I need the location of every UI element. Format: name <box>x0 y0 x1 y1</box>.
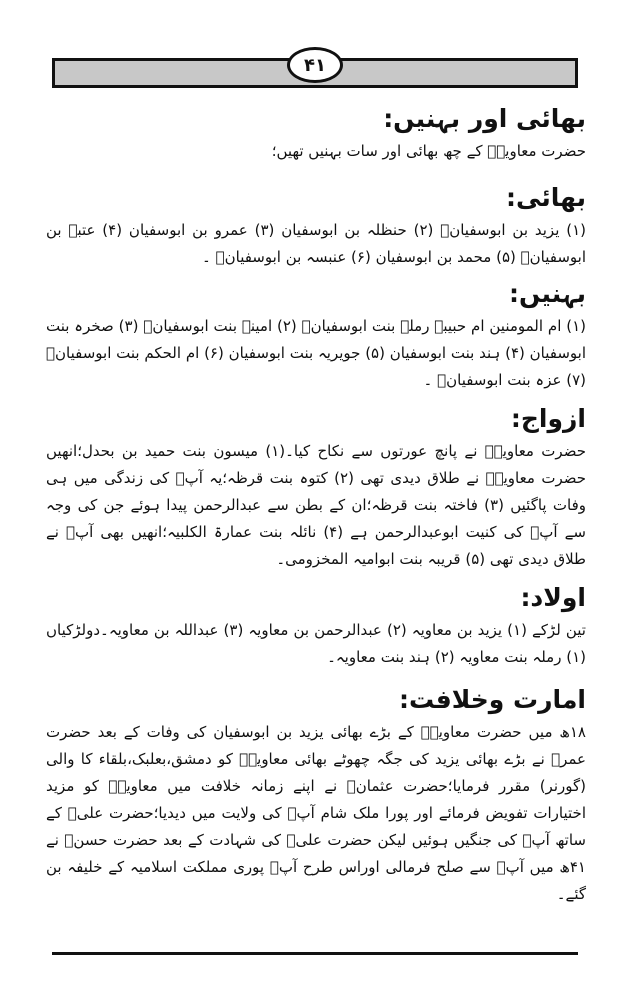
page-content <box>46 100 586 908</box>
section-brothers <box>46 179 586 271</box>
page-header-bar <box>52 54 578 88</box>
section-paragraph: تین لڑکے (۱) یزید بن معاویہ (۲) عبدالرحمن بن معاویہ (۳) عبداللہ بن معاویہ۔دولڑکیاں (۱) رملہ بنت معاویہ (۲) ہند بنت معاویہ۔ <box>46 621 586 666</box>
section-heading: امارت وخلافت: <box>398 685 586 714</box>
section-sisters <box>46 275 586 394</box>
section-siblings <box>46 100 586 165</box>
section-paragraph: حضرت معاویہؓ کے چھ بھائی اور سات بہنیں تھیں؛ <box>271 142 586 160</box>
page-number-badge <box>287 47 343 83</box>
section-heading: بھائی اور بہنیں: <box>383 104 586 133</box>
section-paragraph: ۱۸ھ میں حضرت معاویہؓ کے بڑے بھائی یزید بن ابوسفیان کی وفات کے بعد حضرت عمرؓ نے بڑے بھائی یزید کی جگہ چھوٹے بھائی معاویہؓ کو دمشق،بعلبک،بلقاء کا والی (گورنر) مقرر فرمایا؛حضرت عثمانؓ نے اپنے زمانہ خلافت میں معاویہؓ کو مزید اختیارات تفویض فرمائے اور پورا ملک شام آپؓ کی ولایت میں دیدیا؛حضرت علیؓ کے ساتھ آپؓ کی جنگیں ہوئیں لیکن حضرت علیؓ کی شہادت کے بعد حضرت حسنؓ نے ۴۱ھ میں آپؓ سے صلح فرمالی اوراس طرح آپؓ پوری مملکت اسلامیہ کے خلیفہ بن گئے۔ <box>46 723 586 903</box>
section-paragraph: (۱) یزید بن ابوسفیانؓ (۲) حنظلہ بن ابوسفیان (۳) عمرو بن ابوسفیان (۴) عتبہ بن ابوسفیانؓ (۵) محمد بن ابوسفیان (۶) عنبسہ بن ابوسفیانؓ ۔ <box>46 221 586 266</box>
section-heading: اولاد: <box>520 583 586 612</box>
section-paragraph: (۱) ام المومنین ام حبیبہ رملہ بنت ابوسفیانؓ (۲) امینہ بنت ابوسفیانؓ (۳) صخرہ بنت ابوسفیان (۴) ہند بنت ابوسفیان (۵) جویریہ بنت ابوسفیان (۶) ام الحکم بنت ابوسفیانؓ (۷) عزہ بنت ابوسفیانؓ ۔ <box>46 317 587 389</box>
section-heading: بہنیں: <box>509 279 586 308</box>
section-heading: ازواج: <box>510 404 586 433</box>
section-governance-caliphate <box>46 681 586 908</box>
section-paragraph: حضرت معاویہؓ نے پانچ عورتوں سے نکاح کیا۔(۱) میسون بنت حمید بن بحدل؛انھیں حضرت معاویہؓ نے طلاق دیدی تھی (۲) کتوہ بنت قرظہ؛یہ آپؓ کی زندگی میں ہی وفات پاگئیں (۳) فاختہ بنت قرظہ؛ان کے بطن سے عبدالرحمن پیدا ہوئے جن کی وجہ سے آپؓ کی کنیت ابوعبدالرحمن ہے (۴) نائلہ بنت عمارۃ الکلبیہ؛انھیں بھی آپؓ نے طلاق دیدی تھی (۵) قریبہ بنت ابوامیہ المخزومی۔ <box>46 442 586 568</box>
section-heading: بھائی: <box>506 183 586 212</box>
section-wives <box>46 400 586 573</box>
page-number: ۴۱ <box>304 54 326 76</box>
footer-rule <box>52 952 578 955</box>
section-children <box>46 579 586 671</box>
